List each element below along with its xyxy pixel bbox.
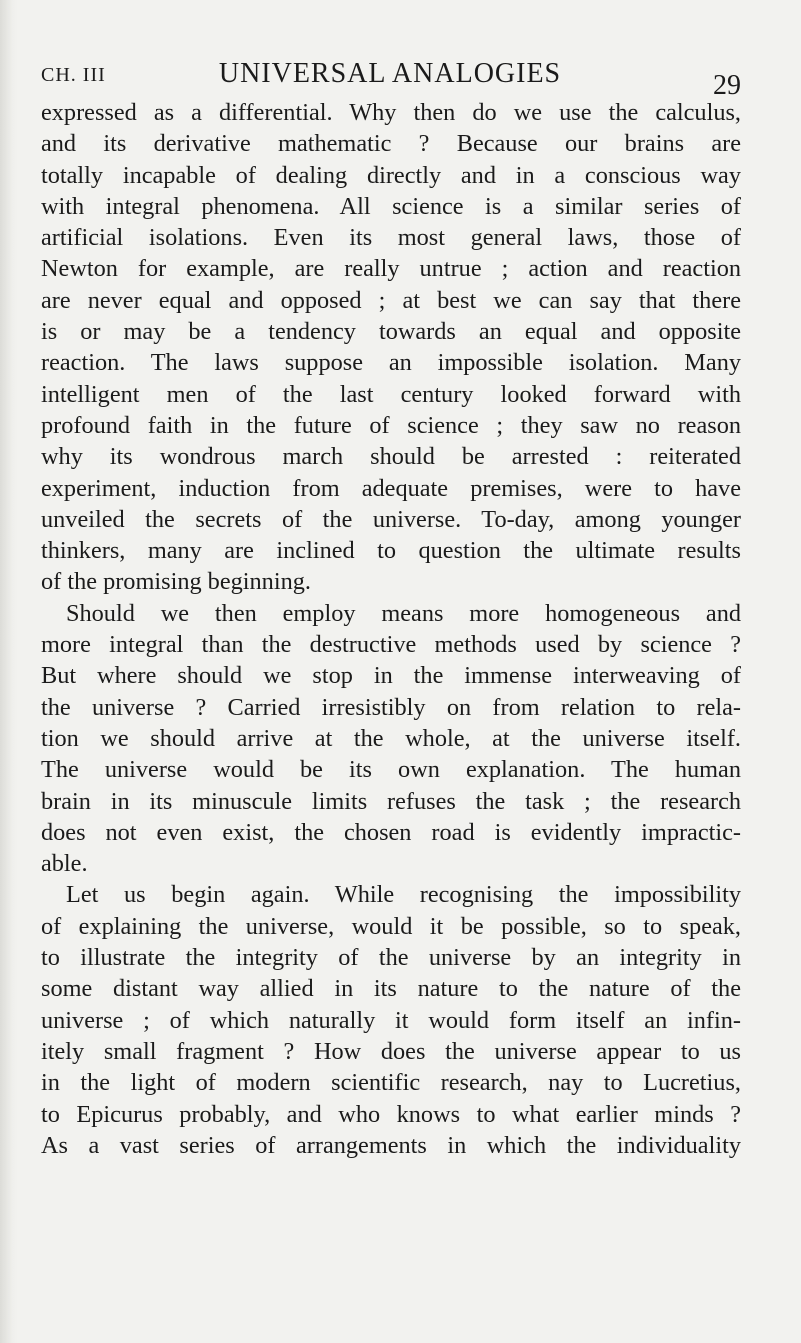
text-line: in the light of modern scientific research, nay to Lucretius,	[41, 1069, 741, 1097]
text-line: more integral than the destructive methods used by science ?	[41, 631, 741, 659]
page-edge-shadow	[0, 0, 18, 1343]
running-head	[41, 58, 741, 101]
text-line: to illustrate the integrity of the universe by an integrity in	[41, 944, 741, 972]
text-line: of explaining the universe, would it be possible, so to speak,	[41, 912, 741, 940]
text-line: totally incapable of dealing directly and in a conscious way	[41, 161, 741, 189]
text-line: to Epicurus probably, and who knows to what earlier minds ?	[41, 1100, 741, 1128]
text-line: with integral phenomena. All science is a similar series of	[41, 192, 741, 220]
text-line: But where should we stop in the immense interweaving of	[41, 662, 741, 690]
text-line: universe ; of which naturally it would form itself an infin-	[41, 1006, 741, 1034]
text-line: unveiled the secrets of the universe. To-day, among younger	[41, 505, 741, 533]
running-title: UNIVERSAL ANALOGIES	[218, 58, 562, 89]
text-line: intelligent men of the last century looked forward with	[41, 380, 741, 408]
text-line: As a vast series of arrangements in which the individuality	[41, 1131, 741, 1159]
text-line: Let us begin again. While recognising the impossibility	[66, 881, 741, 909]
text-line: expressed as a differential. Why then do we use the calculus,	[41, 99, 741, 126]
text-line: does not even exist, the chosen road is evidently impractic-	[41, 818, 741, 846]
text-line: some distant way allied in its nature to the nature of the	[41, 975, 741, 1003]
chapter-label: CH. III	[41, 64, 106, 86]
text-line: profound faith in the future of science ; they saw no reason	[41, 411, 741, 439]
text-line: brain in its minuscule limits refuses the task ; the research	[41, 787, 741, 815]
text-line: reaction. The laws suppose an impossible isolation. Many	[41, 349, 741, 377]
text-line: and its derivative mathematic ? Because our brains are	[41, 130, 741, 158]
text-line: of the promising beginning.	[41, 568, 311, 596]
text-line: why its wondrous march should be arrested : reiterated	[41, 443, 741, 471]
text-line: Should we then employ means more homogeneous and	[66, 599, 741, 627]
text-line: the universe ? Carried irresistibly on from relation to rela-	[41, 693, 741, 721]
text-line: is or may be a tendency towards an equal and opposite	[41, 318, 741, 346]
text-line: thinkers, many are inclined to question the ultimate results	[41, 537, 741, 565]
text-line: able.	[41, 850, 88, 878]
text-line: experiment, induction from adequate premises, were to have	[41, 474, 741, 502]
text-line: itely small fragment ? How does the universe appear to us	[41, 1037, 741, 1065]
text-line: tion we should arrive at the whole, at the universe itself.	[41, 724, 741, 752]
body-text	[41, 97, 741, 1161]
text-line: Newton for example, are really untrue ; action and reaction	[41, 255, 741, 283]
text-line: The universe would be its own explanation. The human	[41, 756, 741, 784]
page-number: 29	[713, 70, 741, 101]
text-line: are never equal and opposed ; at best we can say that there	[41, 286, 741, 314]
text-line: artificial isolations. Even its most general laws, those of	[41, 224, 741, 252]
